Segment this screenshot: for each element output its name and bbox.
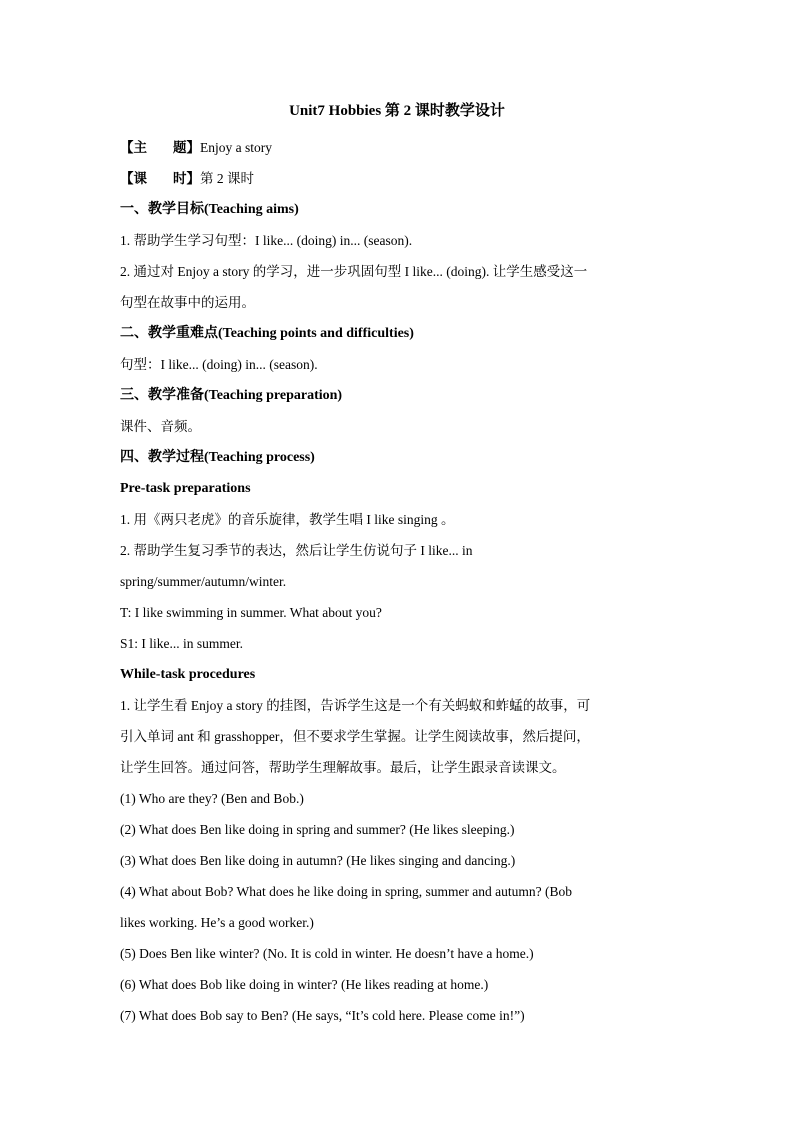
section-heading-preparation: 三、教学准备(Teaching preparation) <box>120 388 343 403</box>
question-1: (1) Who are they? (Ben and Bob.) <box>120 791 304 806</box>
question-3: (3) What does Ben like doing in autumn? (He likes singing and dancing.) <box>120 853 516 868</box>
period-value: 第 2 课时 <box>200 171 254 186</box>
section-heading-process: 四、教学过程(Teaching process) <box>120 450 315 465</box>
period-label-open: 【课 <box>120 171 147 186</box>
whiletask-item-1-line-1: 1. 让学生看 Enjoy a story 的挂图，告诉学生这是一个有关蚂蚁和蚱蜢的故事，可 <box>120 698 591 713</box>
topic-value: Enjoy a story <box>200 140 272 155</box>
pretask-item-1: 1. 用《两只老虎》的音乐旋律，教学生唱 I like singing 。 <box>120 512 455 527</box>
pretask-dialogue-student: S1: I like... in summer. <box>120 636 243 651</box>
section-heading-aims: 一、教学目标(Teaching aims) <box>120 202 299 217</box>
topic-label-close: 题】 <box>173 140 200 155</box>
aim-item-2-line-2: 句型在故事中的运用。 <box>120 295 255 310</box>
aim-item-2-line-1: 2. 通过对 Enjoy a story 的学习，进一步巩固句型 I like... (doing). 让学生感受这一 <box>120 264 588 279</box>
question-7: (7) What does Bob say to Ben? (He says, “It’s cold here. Please come in!”) <box>120 1008 525 1023</box>
whiletask-item-1-line-3: 让学生回答。通过问答，帮助学生理解故事。最后，让学生跟录音读课文。 <box>120 760 566 775</box>
points-text: 句型：I like... (doing) in... (season). <box>120 357 318 372</box>
question-2: (2) What does Ben like doing in spring and summer? (He likes sleeping.) <box>120 822 515 837</box>
question-5: (5) Does Ben like winter? (No. It is cold in winter. He doesn’t have a home.) <box>120 946 534 961</box>
subheading-pretask: Pre-task preparations <box>120 481 251 496</box>
topic-label-open: 【主 <box>120 140 147 155</box>
whiletask-item-1-line-2: 引入单词 ant 和 grasshopper，但不要求学生掌握。让学生阅读故事，然后提问， <box>120 729 590 744</box>
aim-item-1: 1. 帮助学生学习句型：I like... (doing) in... (season). <box>120 233 413 248</box>
document-body <box>120 132 680 1031</box>
question-4-line-1: (4) What about Bob? What does he like doing in spring, summer and autumn? (Bob <box>120 884 573 899</box>
question-6: (6) What does Bob like doing in winter? (He likes reading at home.) <box>120 977 489 992</box>
pretask-dialogue-teacher: T: I like swimming in summer. What about you? <box>120 605 382 620</box>
pretask-item-2-line-1: 2. 帮助学生复习季节的表达，然后让学生仿说句子 I like... in <box>120 543 473 558</box>
pretask-item-2-line-2: spring/summer/autumn/winter. <box>120 574 287 589</box>
preparation-text: 课件、音频。 <box>120 419 201 434</box>
period-label-close: 时】 <box>173 171 200 186</box>
document-title: Unit7 Hobbies 第 2 课时教学设计 <box>289 103 505 119</box>
topic-line <box>120 132 680 163</box>
question-4-line-2: likes working. He’s a good worker.) <box>120 915 314 930</box>
period-line <box>120 163 680 194</box>
subheading-whiletask: While-task procedures <box>120 667 256 682</box>
section-heading-points: 二、教学重难点(Teaching points and difficulties) <box>120 326 414 341</box>
